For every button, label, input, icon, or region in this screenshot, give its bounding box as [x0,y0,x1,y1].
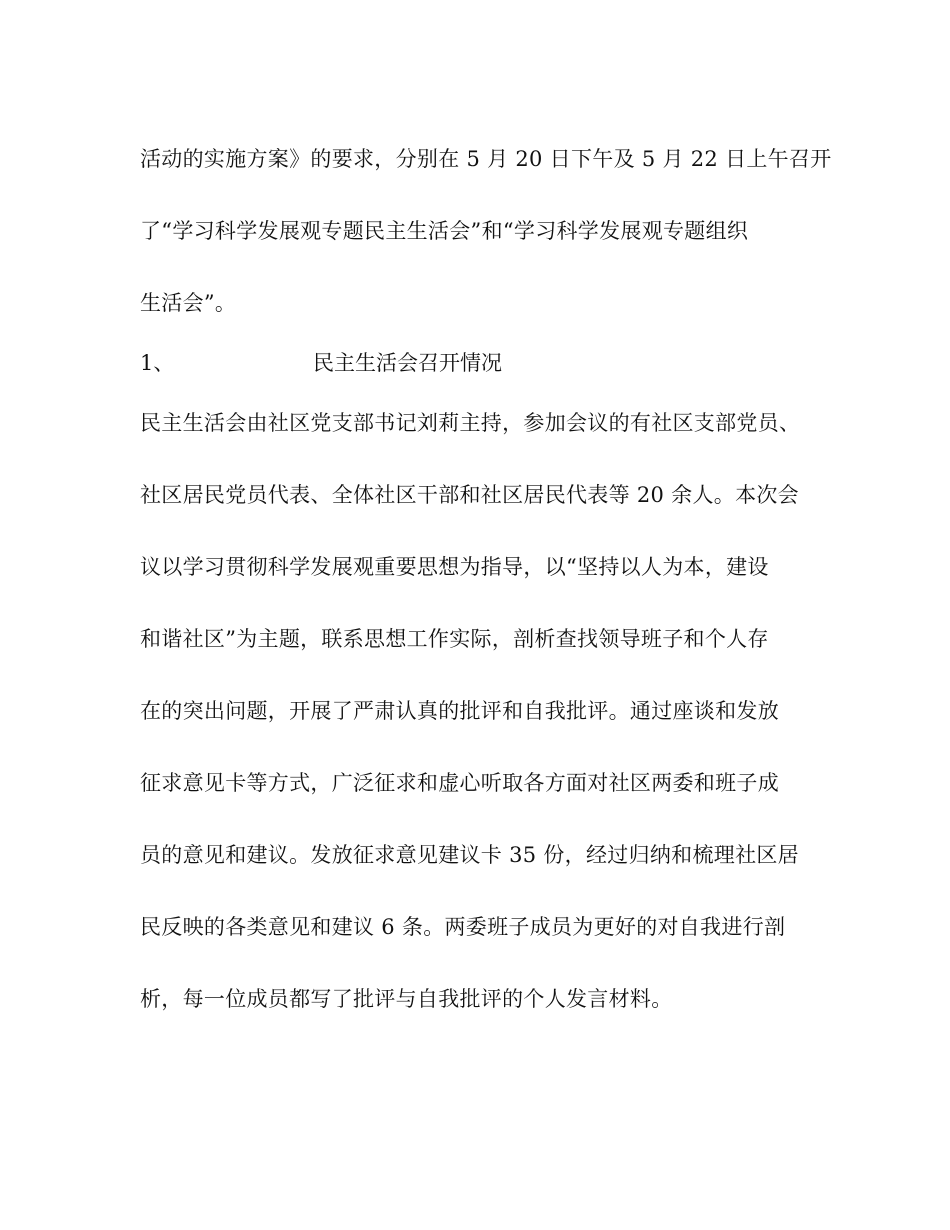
paragraph-line: 和谐社区”为主题，联系思想工作实际，剖析查找领导班子和个人存 [140,627,769,651]
paragraph-line: 了“学习科学发展观专题民主生活会”和“学习科学发展观专题组织 [140,219,749,243]
section-title: 民主生活会召开情况 [313,351,502,375]
paragraph-line: 民主生活会由社区党支部书记刘莉主持，参加会议的有社区支部党员、 [140,411,801,435]
paragraph-line: 民反映的各类意见和建议 6 条。两委班子成员为更好的对自我进行剖 [140,915,786,939]
paragraph-line: 征求意见卡等方式，广泛征求和虚心听取各方面对社区两委和班子成 [140,771,779,795]
paragraph-line: 活动的实施方案》的要求，分别在 5 月 20 日下午及 5 月 22 日上午召开 [140,147,832,171]
paragraph-line: 议以学习贯彻科学发展观重要思想为指导，以“坚持以人为本，建设 [140,555,769,579]
paragraph-line: 在的突出问题，开展了严肃认真的批评和自我批评。通过座谈和发放 [140,699,779,723]
paragraph-line: 析，每一位成员都写了批评与自我批评的个人发言材料。 [140,987,673,1011]
paragraph-line: 员的意见和建议。发放征求意见建议卡 35 份，经过归纳和梳理社区居 [140,843,799,867]
section-number: 1、 [140,351,175,375]
paragraph-line: 生活会”。 [140,291,237,315]
paragraph-line: 社区居民党员代表、全体社区干部和社区居民代表等 20 余人。本次会 [140,483,799,507]
